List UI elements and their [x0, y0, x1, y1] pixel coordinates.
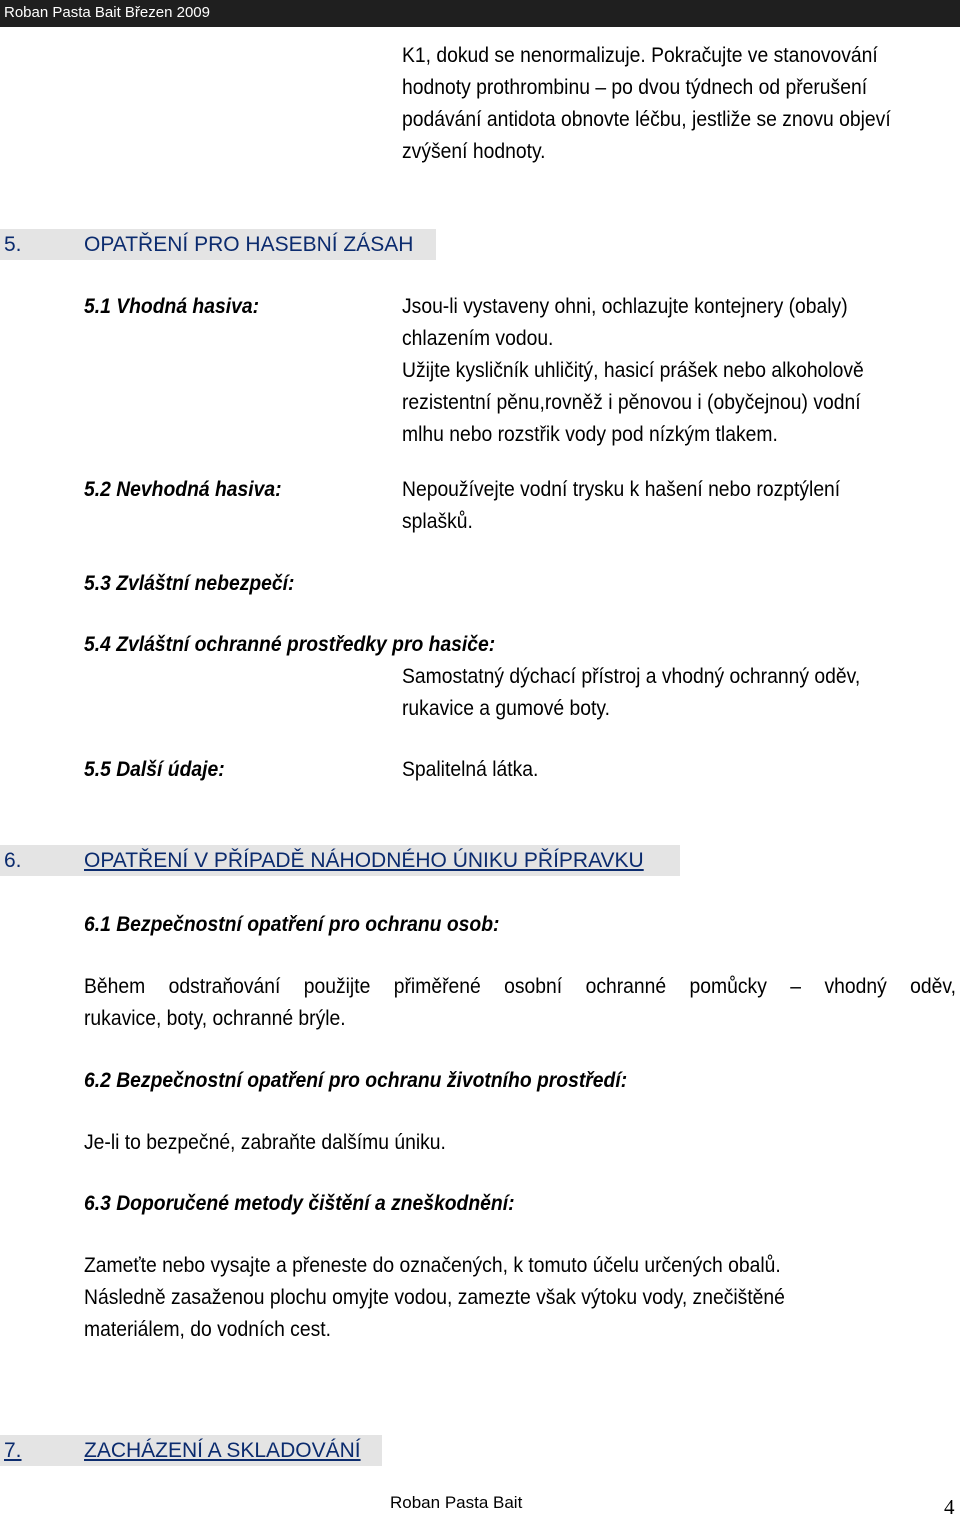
text-line: materiálem, do vodních cest. — [84, 1318, 331, 1341]
text-line: splašků. — [402, 510, 473, 533]
subsection-label-5-2: 5.2 Nevhodná hasiva: — [84, 478, 282, 501]
text-line: Během odstraňování použijte přiměřené osobní ochranné pomůcky – vhodný oděv, — [84, 975, 956, 998]
text-line: Nepoužívejte vodní trysku k hašení nebo rozptýlení — [402, 478, 841, 501]
text-line: Zameťte nebo vysajte a přeneste do označených, k tomuto účelu určených obalů. — [84, 1254, 781, 1277]
section-number: 7. — [4, 1439, 22, 1462]
text-line: Užijte kysličník uhličitý, hasicí prášek nebo alkoholově — [402, 359, 864, 382]
header-title: Roban Pasta Bait Březen 2009 — [4, 4, 210, 21]
continuation-line: K1, dokud se nenormalizuje. Pokračujte ve stanovování — [402, 44, 878, 67]
text-line: Je-li to bezpečné, zabraňte dalšímu úniku. — [84, 1131, 446, 1154]
page-number: 4 — [944, 1495, 955, 1519]
section-6-heading — [0, 845, 680, 876]
section-7-heading — [0, 1435, 382, 1466]
section-number: 6. — [4, 849, 22, 872]
subsection-label-6-3: 6.3 Doporučené metody čištění a zneškodnění: — [84, 1192, 515, 1215]
subsection-label-5-5: 5.5 Další údaje: — [84, 758, 225, 781]
text-line: rezistentní pěnu,rovněž i pěnovou i (obyčejnou) vodní — [402, 391, 861, 414]
continuation-line: hodnoty prothrombinu – po dvou týdnech od přerušení — [402, 76, 868, 99]
subsection-label-5-3: 5.3 Zvláštní nebezpečí: — [84, 572, 295, 595]
section-5-heading — [0, 229, 436, 260]
text-line: rukavice a gumové boty. — [402, 697, 610, 720]
subsection-label-5-1: 5.1 Vhodná hasiva: — [84, 295, 260, 318]
section-number: 5. — [4, 233, 22, 256]
text-line: mlhu nebo rozstřik vody pod nízkým tlakem. — [402, 423, 778, 446]
text-line: Následně zasaženou plochu omyjte vodou, zamezte však výtoku vody, znečištěné — [84, 1286, 785, 1309]
text-line: rukavice, boty, ochranné brýle. — [84, 1007, 346, 1030]
text-line: Samostatný dýchací přístroj a vhodný ochranný oděv, — [402, 665, 861, 688]
section-title: OPATŘENÍ V PŘÍPADĚ NÁHODNÉHO ÚNIKU PŘÍPRAVKU — [84, 849, 644, 872]
text-line: Spalitelná látka. — [402, 758, 539, 781]
footer-company: Roban Pasta Bait — [390, 1493, 523, 1512]
continuation-line: zvýšení hodnoty. — [402, 140, 546, 163]
continuation-line: podávání antidota obnovte léčbu, jestliže se znovu objeví — [402, 108, 891, 131]
subsection-label-6-1: 6.1 Bezpečnostní opatření pro ochranu osob: — [84, 913, 500, 936]
subsection-label-6-2: 6.2 Bezpečnostní opatření pro ochranu životního prostředí: — [84, 1069, 628, 1092]
section-title: ZACHÁZENÍ A SKLADOVÁNÍ — [84, 1439, 361, 1462]
text-line: chlazením vodou. — [402, 327, 554, 350]
subsection-label-5-4: 5.4 Zvláštní ochranné prostředky pro hasiče: — [84, 633, 496, 656]
text-line: Jsou-li vystaveny ohni, ochlazujte kontejnery (obaly) — [402, 295, 848, 318]
section-title: OPATŘENÍ PRO HASEBNÍ ZÁSAH — [84, 233, 414, 256]
